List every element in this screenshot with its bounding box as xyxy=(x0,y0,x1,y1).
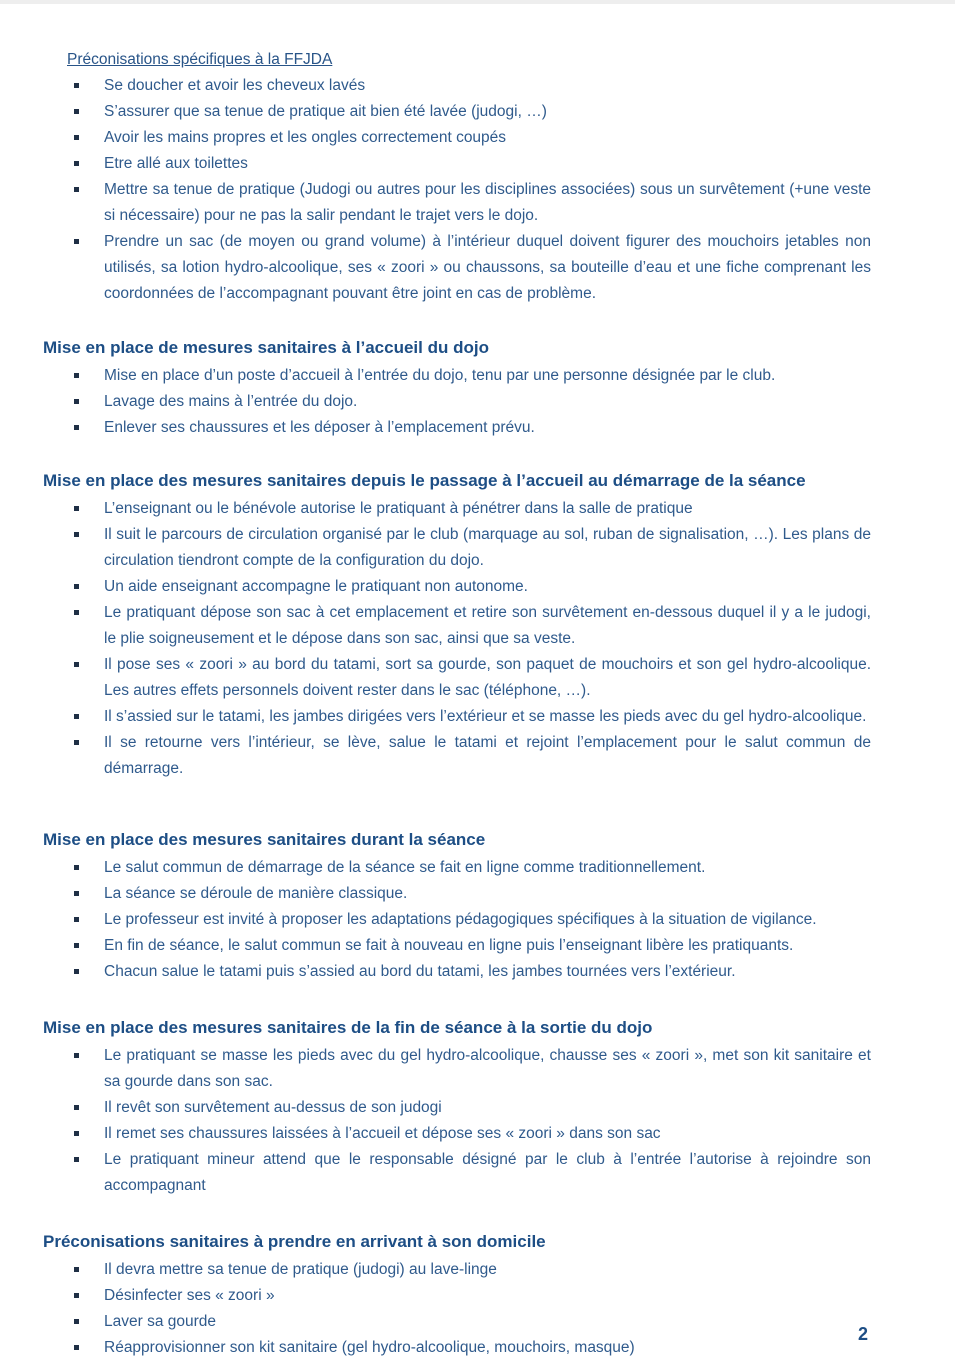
list-item: Etre allé aux toilettes xyxy=(0,151,955,177)
list-item: Le salut commun de démarrage de la séance se fait en ligne comme traditionnellement. xyxy=(0,855,955,881)
square-bullet-icon xyxy=(74,399,79,404)
section-title: Préconisations sanitaires à prendre en arrivant à son domicile xyxy=(43,1232,546,1251)
section-title: Mise en place des mesures sanitaires depuis le passage à l’accueil au démarrage de la séance xyxy=(43,471,806,490)
list-item: Il pose ses « zoori » au bord du tatami, sort sa gourde, son paquet de mouchoirs et son gel hydro-alcoolique. Les autres effets personnels doivent rester dans le sac (téléphone, …). xyxy=(0,652,955,704)
square-bullet-icon xyxy=(74,943,79,948)
list-item: Il s’assied sur le tatami, les jambes dirigées vers l’extérieur et se masse les pieds avec du gel hydro-alcoolique. xyxy=(0,704,955,730)
square-bullet-icon xyxy=(74,1319,79,1324)
list-item: Un aide enseignant accompagne le pratiquant non autonome. xyxy=(0,574,955,600)
square-bullet-icon xyxy=(74,1345,79,1350)
bullet-list xyxy=(0,73,955,307)
square-bullet-icon xyxy=(74,506,79,511)
square-bullet-icon xyxy=(74,1053,79,1058)
square-bullet-icon xyxy=(74,1105,79,1110)
list-item: S’assurer que sa tenue de pratique ait bien été lavée (judogi, …) xyxy=(0,99,955,125)
bullet-list xyxy=(0,496,955,782)
bullet-list xyxy=(0,855,955,985)
list-item: Il revêt son survêtement au-dessus de son judogi xyxy=(0,1095,955,1121)
section-title: Préconisations spécifiques à la FFJDA xyxy=(67,51,333,68)
square-bullet-icon xyxy=(74,83,79,88)
list-item: Se doucher et avoir les cheveux lavés xyxy=(0,73,955,99)
list-item: La séance se déroule de manière classique. xyxy=(0,881,955,907)
list-item: Mettre sa tenue de pratique (Judogi ou autres pour les disciplines associées) sous un survêtement (+une veste si nécessaire) pour ne pas la salir pendant le trajet vers le dojo. xyxy=(0,177,955,229)
square-bullet-icon xyxy=(74,425,79,430)
list-item: Le professeur est invité à proposer les adaptations pédagogiques spécifiques à la situation de vigilance. xyxy=(0,907,955,933)
square-bullet-icon xyxy=(74,1131,79,1136)
square-bullet-icon xyxy=(74,740,79,745)
section-title: Mise en place des mesures sanitaires durant la séance xyxy=(43,830,486,849)
section-title: Mise en place des mesures sanitaires de la fin de séance à la sortie du dojo xyxy=(43,1018,653,1037)
square-bullet-icon xyxy=(74,109,79,114)
square-bullet-icon xyxy=(74,1293,79,1298)
square-bullet-icon xyxy=(74,610,79,615)
section-title: Mise en place de mesures sanitaires à l’accueil du dojo xyxy=(43,338,489,357)
list-item: L’enseignant ou le bénévole autorise le pratiquant à pénétrer dans la salle de pratique xyxy=(0,496,955,522)
list-item: Laver sa gourde xyxy=(0,1309,955,1335)
list-item: En fin de séance, le salut commun se fait à nouveau en ligne puis l’enseignant libère les pratiquants. xyxy=(0,933,955,959)
list-item: Il suit le parcours de circulation organisé par le club (marquage au sol, ruban de signalisation, …). Les plans de circulation tiendront compte de la configuration du dojo. xyxy=(0,522,955,574)
bullet-list xyxy=(0,363,955,441)
list-item: Chacun salue le tatami puis s’assied au bord du tatami, les jambes tournées vers l’extérieur. xyxy=(0,959,955,985)
list-item: Le pratiquant dépose son sac à cet emplacement et retire son survêtement en-dessous duquel il y a le judogi, le plie soigneusement et le dépose dans son sac, ainsi que sa veste. xyxy=(0,600,955,652)
list-item: Le pratiquant se masse les pieds avec du gel hydro-alcoolique, chausse ses « zoori », met son kit sanitaire et sa gourde dans son sac. xyxy=(0,1043,955,1095)
list-item: Il remet ses chaussures laissées à l’accueil et dépose ses « zoori » dans son sac xyxy=(0,1121,955,1147)
list-item: Lavage des mains à l’entrée du dojo. xyxy=(0,389,955,415)
square-bullet-icon xyxy=(74,239,79,244)
square-bullet-icon xyxy=(74,161,79,166)
square-bullet-icon xyxy=(74,187,79,192)
square-bullet-icon xyxy=(74,662,79,667)
list-item: Désinfecter ses « zoori » xyxy=(0,1283,955,1309)
square-bullet-icon xyxy=(74,917,79,922)
square-bullet-icon xyxy=(74,714,79,719)
bullet-list xyxy=(0,1043,955,1199)
list-item: Prendre un sac (de moyen ou grand volume) à l’intérieur duquel doivent figurer des mouchoirs jetables non utilisés, sa lotion hydro-alcoolique, ses « zoori » ou chaussons, sa bouteille d’eau et une fiche comprenant les coordonnées de l’accompagnant pouvant être joint en cas de problème. xyxy=(0,229,955,307)
square-bullet-icon xyxy=(74,135,79,140)
list-item: Réapprovisionner son kit sanitaire (gel hydro-alcoolique, mouchoirs, masque) xyxy=(0,1335,955,1361)
square-bullet-icon xyxy=(74,373,79,378)
square-bullet-icon xyxy=(74,891,79,896)
page-top-border xyxy=(0,0,955,4)
list-item: Il devra mettre sa tenue de pratique (judogi) au lave-linge xyxy=(0,1257,955,1283)
bullet-list xyxy=(0,1257,955,1361)
square-bullet-icon xyxy=(74,865,79,870)
list-item: Enlever ses chaussures et les déposer à l’emplacement prévu. xyxy=(0,415,955,441)
square-bullet-icon xyxy=(74,1267,79,1272)
list-item: Mise en place d’un poste d’accueil à l’entrée du dojo, tenu par une personne désignée par le club. xyxy=(0,363,955,389)
page-number: 2 xyxy=(858,1324,869,1344)
square-bullet-icon xyxy=(74,532,79,537)
square-bullet-icon xyxy=(74,1157,79,1162)
square-bullet-icon xyxy=(74,969,79,974)
list-item: Il se retourne vers l’intérieur, se lève, salue le tatami et rejoint l’emplacement pour le salut commun de démarrage. xyxy=(0,730,955,782)
list-item: Le pratiquant mineur attend que le responsable désigné par le club à l’entrée l’autorise à rejoindre son accompagnant xyxy=(0,1147,955,1199)
square-bullet-icon xyxy=(74,584,79,589)
list-item: Avoir les mains propres et les ongles correctement coupés xyxy=(0,125,955,151)
